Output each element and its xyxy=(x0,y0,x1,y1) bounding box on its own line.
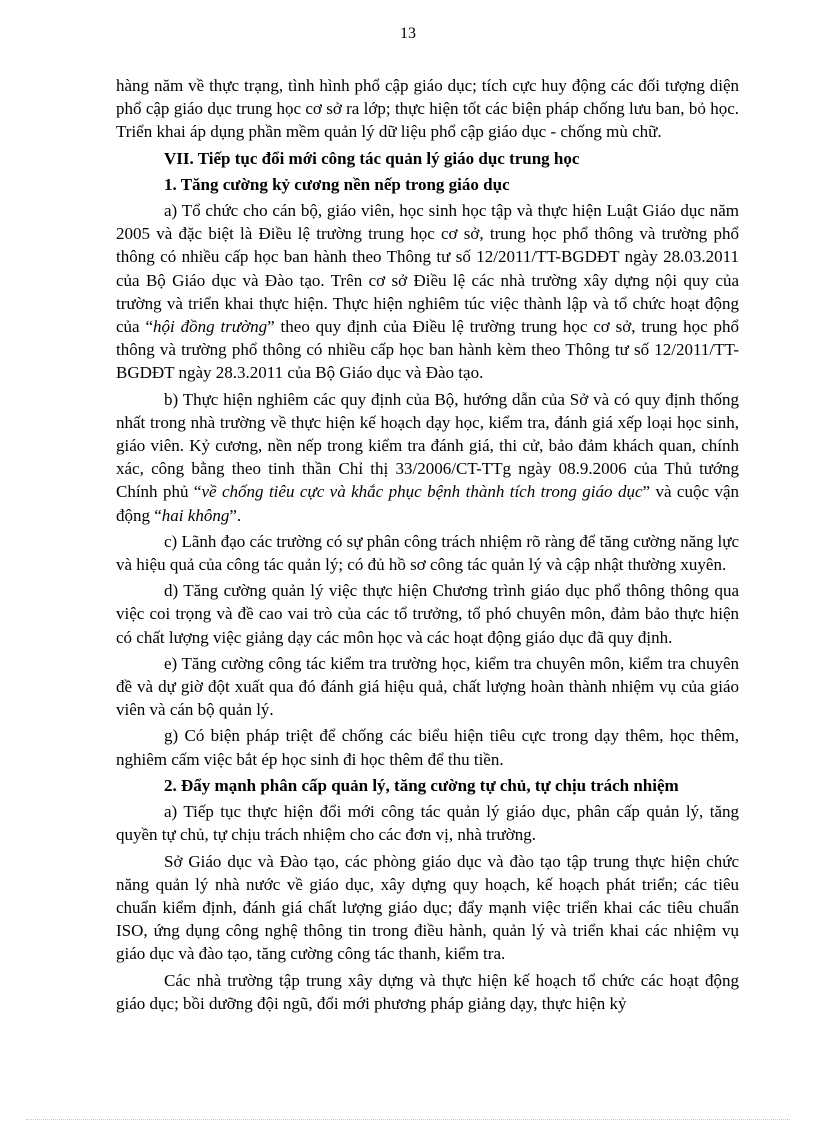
paragraph-item-a xyxy=(116,199,739,385)
document-body xyxy=(116,74,739,1018)
paragraph-item-b-text: b) Thực hiện nghiêm các quy định của Bộ, hướng dẫn của Sở và có quy định thống nhất trong nhà trường về thực hiện kế hoạch dạy học, kiểm tra, đánh giá xếp loại học sinh, giáo viên. Kỷ cương, nền nếp trong kiểm tra đánh giá, thi cử, bảo đảm khách quan, chính xác, công bằng theo tinh thần Chỉ thị 33/2006/CT-TTg ngày 08.9.2006 của Thủ tướng Chính phủ “ xyxy=(116,389,739,502)
paragraph-item-a-text: a) Tổ chức cho cán bộ, giáo viên, học sinh học tập và thực hiện Luật Giáo dục năm 2005 và đặc biệt là Điều lệ trường trung học cơ sở, trung học phổ thông và trường phổ thông có nhiều cấp học ban hành theo Thông tư số 12/2011/TT-BGDĐT ngày 28.03.2011 của Bộ Giáo dục và Đào tạo. Trên cơ sở Điều lệ các nhà trường xây dựng nội quy của trường và triển khai thực hiện. Thực hiện nghiêm túc việc thành lập và tổ chức hoạt động của “ xyxy=(116,201,739,337)
paragraph-item-b-italic-1: về chống tiêu cực và khắc phục bệnh thành tích trong giáo dục xyxy=(201,482,643,502)
paragraph-schools: Các nhà trường tập trung xây dựng và thực hiện kế hoạch tổ chức các hoạt động giáo dục; bồi dưỡng đội ngũ, đổi mới phương pháp giảng dạy, thực hiện kỷ xyxy=(116,970,739,1013)
paragraph-item-a-tail: ” theo quy định của Điều lệ trường trung học cơ sở, trung học phổ thông và trường phổ thông có nhiều cấp học ban hành kèm theo Thông tư số 12/2011/TT-BGDĐT ngày 28.3.2011 của Bộ Giáo dục và Đào tạo. xyxy=(116,317,739,383)
paragraph-department: Sở Giáo dục và Đào tạo, các phòng giáo dục và đào tạo tập trung thực hiện chức năng quản lý nhà nước về giáo dục, xây dựng quy hoạch, kế hoạch phát triển; các tiêu chuẩn kiểm định, đánh giá chất lượng giáo dục; đẩy mạnh việc triển khai các tiêu chuẩn ISO, ứng dụng công nghệ thông tin trong điều hành, quản lý và triển khai các nhiệm vụ giáo dục và đào tạo, tăng cường công tác thanh, kiểm tra. xyxy=(116,851,739,964)
paragraph-item-b xyxy=(116,388,739,527)
paragraph-item-b-tail: ”. xyxy=(229,505,242,525)
paragraph-item-b-italic-2: hai không xyxy=(161,505,230,525)
paragraph-item-d: d) Tăng cường quản lý việc thực hiện Chương trình giáo dục phổ thông thông qua việc coi trọng và đề cao vai trò của các tổ trưởng, tổ phó chuyên môn, đảm bảo thực hiện có chất lượng việc giảng dạy các môn học và các hoạt động giáo dục đã quy định. xyxy=(116,581,739,647)
paragraph-item-c: c) Lãnh đạo các trường có sự phân công trách nhiệm rõ ràng để tăng cường năng lực và hiệu quả của công tác quản lý; có đủ hồ sơ công tác quản lý và cập nhật thường xuyên. xyxy=(116,531,739,575)
paragraph-item-g: g) Có biện pháp triệt để chống các biểu hiện tiêu cực trong dạy thêm, học thêm, nghiêm cấm việc bắt ép học sinh đi học thêm để thu tiền. xyxy=(116,726,739,769)
section-heading-vii: VII. Tiếp tục đổi mới công tác quản lý giáo dục trung học xyxy=(164,148,580,168)
paragraph-item-e: e) Tăng cường công tác kiểm tra trường học, kiểm tra chuyên môn, kiểm tra chuyên đề và dự giờ đột xuất qua đó đánh giá hiệu quả, chất lượng hoàn thành nhiệm vụ của giáo viên và cán bộ quản lý. xyxy=(116,653,739,720)
paragraph-continued: hàng năm về thực trạng, tình hình phổ cập giáo dục; tích cực huy động các đối tượng diện phổ cập giáo dục trung học cơ sở ra lớp; thực hiện tốt các biện pháp chống lưu ban, bỏ học. Triển khai áp dụng phần mềm quản lý dữ liệu phổ cập giáo dục - chống mù chữ. xyxy=(116,76,739,142)
page-bottom-rule xyxy=(26,1119,790,1120)
paragraph-item-b-mid: ” và cuộc vận động “ xyxy=(116,482,739,525)
paragraph-item-a-italic: hội đồng trường xyxy=(153,317,268,337)
page-number: 13 xyxy=(400,25,416,42)
subsection-heading-1: 1. Tăng cường kỷ cương nền nếp trong giáo dục xyxy=(164,174,510,194)
subsection-heading-2: 2. Đẩy mạnh phân cấp quản lý, tăng cường tự chủ, tự chịu trách nhiệm xyxy=(164,775,679,795)
paragraph-2a: a) Tiếp tục thực hiện đổi mới công tác quản lý giáo dục, phân cấp quản lý, tăng quyền tự chủ, tự chịu trách nhiệm cho các đơn vị, nhà trường. xyxy=(116,802,739,845)
